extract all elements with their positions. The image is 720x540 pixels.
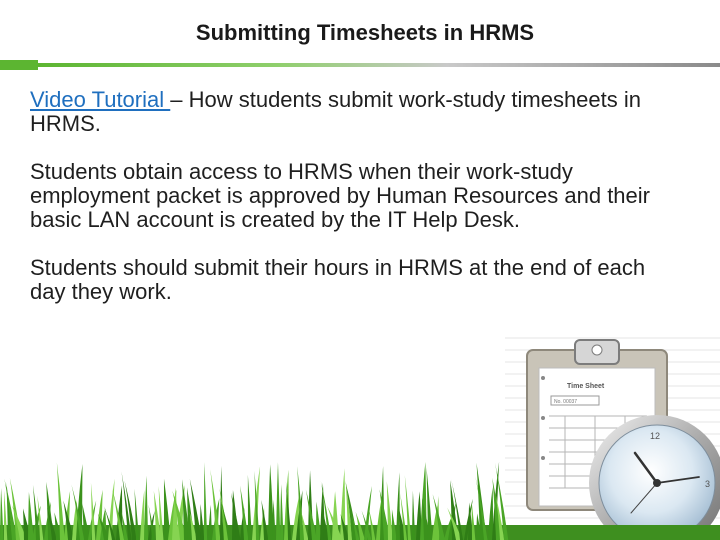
grass-decoration [0, 455, 720, 540]
timesheet-number: No. 00037 [554, 399, 578, 405]
header-rule [0, 60, 720, 70]
paragraph-access: Students obtain access to HRMS when their work-study employment packet is approved by Human Resources and their basic LAN account is created by the IT Help Desk. [30, 159, 650, 232]
slide-body [30, 88, 680, 328]
paragraph-submit-hours: Students should submit their hours in HRMS at the end of each day they work. [30, 255, 646, 304]
clock-numeral-12: 12 [650, 431, 661, 441]
timesheet-title: Time Sheet [567, 383, 605, 390]
video-tutorial-link[interactable]: Video Tutorial [30, 87, 171, 112]
clock-numeral-3: 3 [705, 479, 711, 489]
slide-title: Submitting Timesheets in HRMS [195, 20, 535, 45]
paragraph-video-tutorial [30, 88, 680, 136]
paragraph-1-text: – How students submit work-study timesheets in HRMS. [30, 87, 641, 136]
